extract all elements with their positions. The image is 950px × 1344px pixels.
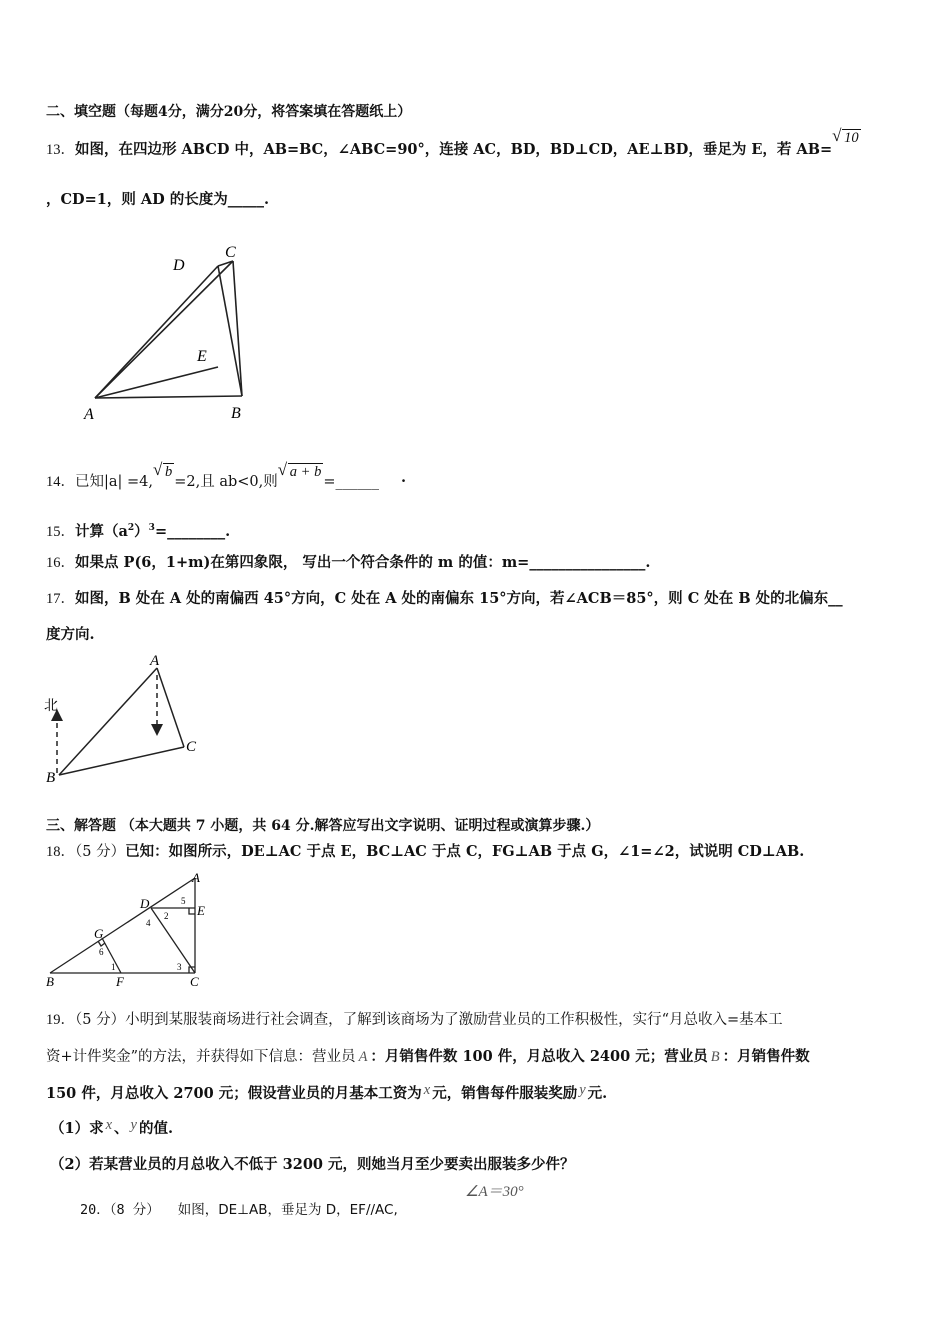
label-c: C [190, 974, 199, 989]
q15-part3: =________. [154, 522, 231, 540]
q19-var-a: A [358, 1049, 368, 1065]
q14-part3: =______ [323, 474, 379, 490]
seg-bc [59, 747, 184, 775]
q19-text3b: 元，销售每件服装奖励 [432, 1085, 578, 1102]
q13-line1 [46, 130, 861, 160]
q17-line1 [46, 589, 843, 609]
label-angle-4: 4 [146, 918, 151, 928]
q13-line2: ，CD=1，则 AD 的长度为_____. [46, 191, 270, 208]
q19-text2c: ：月销售件数 [722, 1048, 810, 1065]
q19-line2 [46, 1047, 810, 1067]
q20-text: 如图，DE⊥AB，垂足为 D，EF//AC, [177, 1202, 398, 1218]
q13-figure [80, 240, 280, 423]
q19-sub1c: 的值. [138, 1120, 174, 1137]
q19-line1 [46, 1010, 783, 1030]
label-angle-3: 3 [177, 962, 182, 972]
label-north: 北 [44, 698, 58, 714]
q19-sub1-var-x: x [105, 1117, 113, 1133]
q14-line [46, 464, 407, 492]
seg-ac [157, 668, 184, 747]
q17-line2: 度方向. [46, 626, 95, 643]
q20-angle: ∠A＝30° [465, 1184, 524, 1200]
section2-title: 二、填空题（每题4分，满分20分，将答案填在答题纸上） [46, 104, 412, 120]
q19-sub2: （2）若某营业员的月总收入不低于 3200 元，则她当月至少要卖出服装多少件？ [50, 1156, 575, 1173]
q17-text: 如图，B 处在 A 处的南偏西 45°方向，C 处在 A 处的南偏东 15°方向，若∠ACB＝85°，则 C 处在 B 处的北偏东__ [75, 590, 843, 607]
section3-title: 三、解答题 （本大题共 7 小题，共 64 分.解答应写出文字说明、证明过程或演算步骤.） [46, 818, 600, 834]
q15-part2: ） [134, 522, 149, 540]
q14-part2: =2,且 ab<0,则 [174, 474, 278, 490]
label-c: C [225, 244, 236, 261]
q17-figure [42, 655, 212, 785]
q18-line [46, 842, 804, 862]
q15-number: 15． [46, 523, 75, 540]
q19-sub1a: （1）求 [50, 1120, 104, 1137]
q16-number: 16． [46, 555, 75, 571]
q14-part1: 已知|a| =4, [75, 474, 154, 490]
label-angle-1: 1 [111, 962, 116, 972]
q19-var-y: y [579, 1082, 586, 1098]
right-angle-e [189, 908, 195, 914]
q20-number: 20． [80, 1202, 110, 1218]
label-a: A [84, 406, 94, 423]
q14-sqrt-b: √ b [153, 462, 174, 482]
q18-text: 已知：如图所示，DE⊥AC 于点 E，BC⊥AC 于点 C，FG⊥AB 于点 G，∠1=∠2，试说明 CD⊥AB. [125, 843, 805, 860]
q19-var-b: B [710, 1049, 720, 1065]
seg-ac [95, 261, 233, 398]
q18-score: （5 分） [75, 844, 126, 860]
q15-sup1: 2 [127, 523, 135, 533]
label-a: A [192, 870, 200, 885]
q17-number: 17． [46, 591, 75, 607]
seg-ab [59, 668, 157, 775]
q13-number: 13． [46, 142, 75, 158]
q19-sub1 [50, 1119, 173, 1139]
seg-ae [95, 367, 218, 398]
q19-text2a: 资+计件奖金”的方法，并获得如下信息：营业员 [46, 1049, 356, 1065]
q13-sqrt: √ 10 [832, 128, 861, 148]
seg-ba [50, 878, 195, 973]
q20-line [80, 1200, 398, 1220]
q16-line [46, 553, 650, 573]
label-angle-5: 5 [181, 896, 186, 906]
q14-dot: · [400, 473, 407, 490]
q19-text3c: 元. [587, 1085, 608, 1102]
q16-text: 如果点 P(6，1+m)在第四象限， 写出一个符合条件的 m 的值：m=________________. [75, 554, 651, 571]
label-b: B [231, 405, 241, 422]
q14-sqrt-ab: √ a + b [278, 462, 324, 482]
label-c: C [186, 739, 197, 755]
label-a: A [150, 653, 160, 669]
q20-score: （8 分） [109, 1202, 160, 1218]
label-d: D [140, 896, 150, 911]
q19-score: （5 分） [75, 1012, 126, 1028]
label-angle-2: 2 [164, 911, 169, 921]
q15-part1: 计算（a [75, 522, 128, 540]
label-g: G [94, 926, 104, 941]
q19-line3 [46, 1084, 607, 1104]
label-b: B [46, 974, 54, 989]
label-f: F [116, 974, 124, 989]
q15-sup2: 3 [148, 523, 155, 533]
seg-dc [151, 908, 195, 973]
label-d: D [173, 257, 185, 274]
label-e: E [197, 348, 207, 365]
q18-number: 18． [46, 844, 75, 860]
q18-figure [44, 870, 214, 990]
q19-text3a: 150 件，月总收入 2700 元；假设营业员的月基本工资为 [46, 1085, 422, 1102]
q13-text: 如图，在四边形 ABCD 中，AB=BC，∠ABC=90°，连接 AC，BD，BD⊥CD，AE⊥BD，垂足为 E，若 AB= [75, 141, 833, 158]
seg-ad [95, 266, 218, 398]
q19-text2b: ：月销售件数 100 件，月总收入 2400 元；营业员 [370, 1048, 708, 1065]
q19-sub1b: 、 [114, 1120, 129, 1137]
q19-number: 19． [46, 1012, 75, 1028]
q19-var-x: x [423, 1082, 431, 1098]
label-e: E [197, 903, 205, 918]
q19-sub1-var-y: y [130, 1117, 137, 1133]
q14-number: 14． [46, 474, 75, 490]
label-angle-6: 6 [99, 947, 104, 957]
seg-ab [95, 396, 242, 398]
label-b: B [46, 770, 56, 786]
q19-text1: 小明到某服装商场进行社会调查，了解到该商场为了激励营业员的工作积极性，实行“月总收入=基本工 [125, 1012, 783, 1028]
q15-line [46, 518, 230, 542]
